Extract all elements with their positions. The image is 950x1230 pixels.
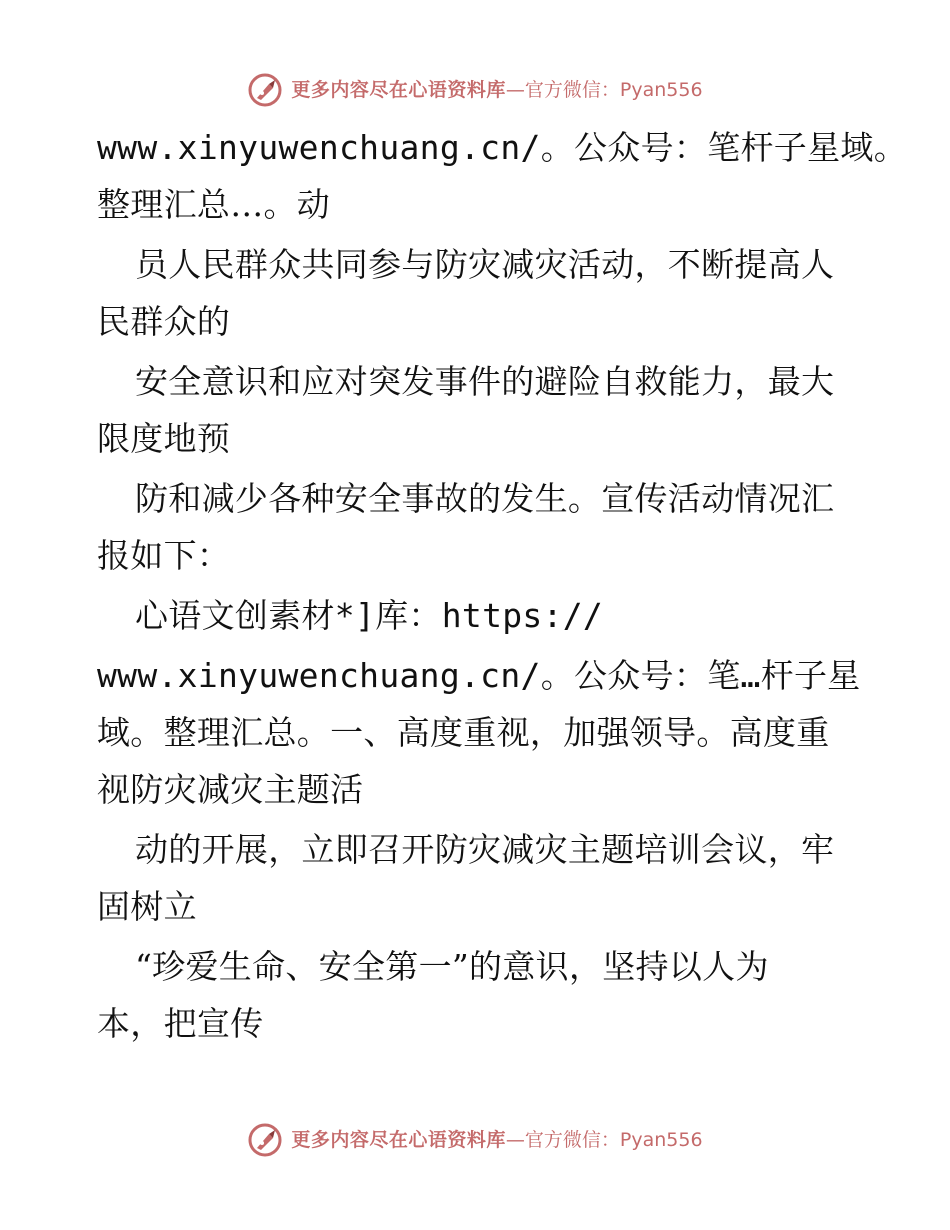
pen-nib-logo-icon [247,72,283,108]
body-line-1: www.xinyuwenchuang.cn/。公众号：笔杆子星域。 [97,128,907,167]
footer-banner [0,1120,950,1160]
body-line-9: 心语文创素材*]库：https:// [135,596,604,635]
body-line-4: 民群众的 [97,302,231,341]
body-line-15: “珍爱生命、安全第一”的意识，坚持以人为 [135,947,769,986]
body-line-12: 视防灾减灾主题活 [97,770,364,809]
pen-nib-logo-icon [247,1122,283,1158]
footer-banner-wechat: —官方微信：Pyan556 [505,1129,703,1151]
footer-banner-main: 更多内容尽在心语资料库 [291,1129,506,1151]
body-line-8: 报如下： [97,536,231,575]
footer-banner-text [291,1128,702,1152]
body-line-3: 员人民群众共同参与防灾减灾活动，不断提高人 [135,245,835,284]
body-line-14: 固树立 [97,887,197,926]
body-line-2: 整理汇总…。动 [97,185,331,224]
body-line-7: 防和减少各种安全事故的发生。宣传活动情况汇 [135,479,835,518]
header-banner [0,70,950,110]
body-line-13: 动的开展，立即召开防灾减灾主题培训会议，牢 [135,830,835,869]
body-line-16: 本，把宣传 [97,1004,264,1043]
body-line-10: www.xinyuwenchuang.cn/。公众号：笔…杆子星 [97,656,861,695]
body-line-5: 安全意识和应对突发事件的避险自救能力，最大 [135,362,835,401]
header-banner-text [291,78,702,102]
header-banner-wechat: —官方微信：Pyan556 [505,79,703,101]
header-banner-main: 更多内容尽在心语资料库 [291,79,506,101]
body-line-6: 限度地预 [97,419,231,458]
body-line-11: 域。整理汇总。一、高度重视，加强领导。高度重 [97,713,830,752]
